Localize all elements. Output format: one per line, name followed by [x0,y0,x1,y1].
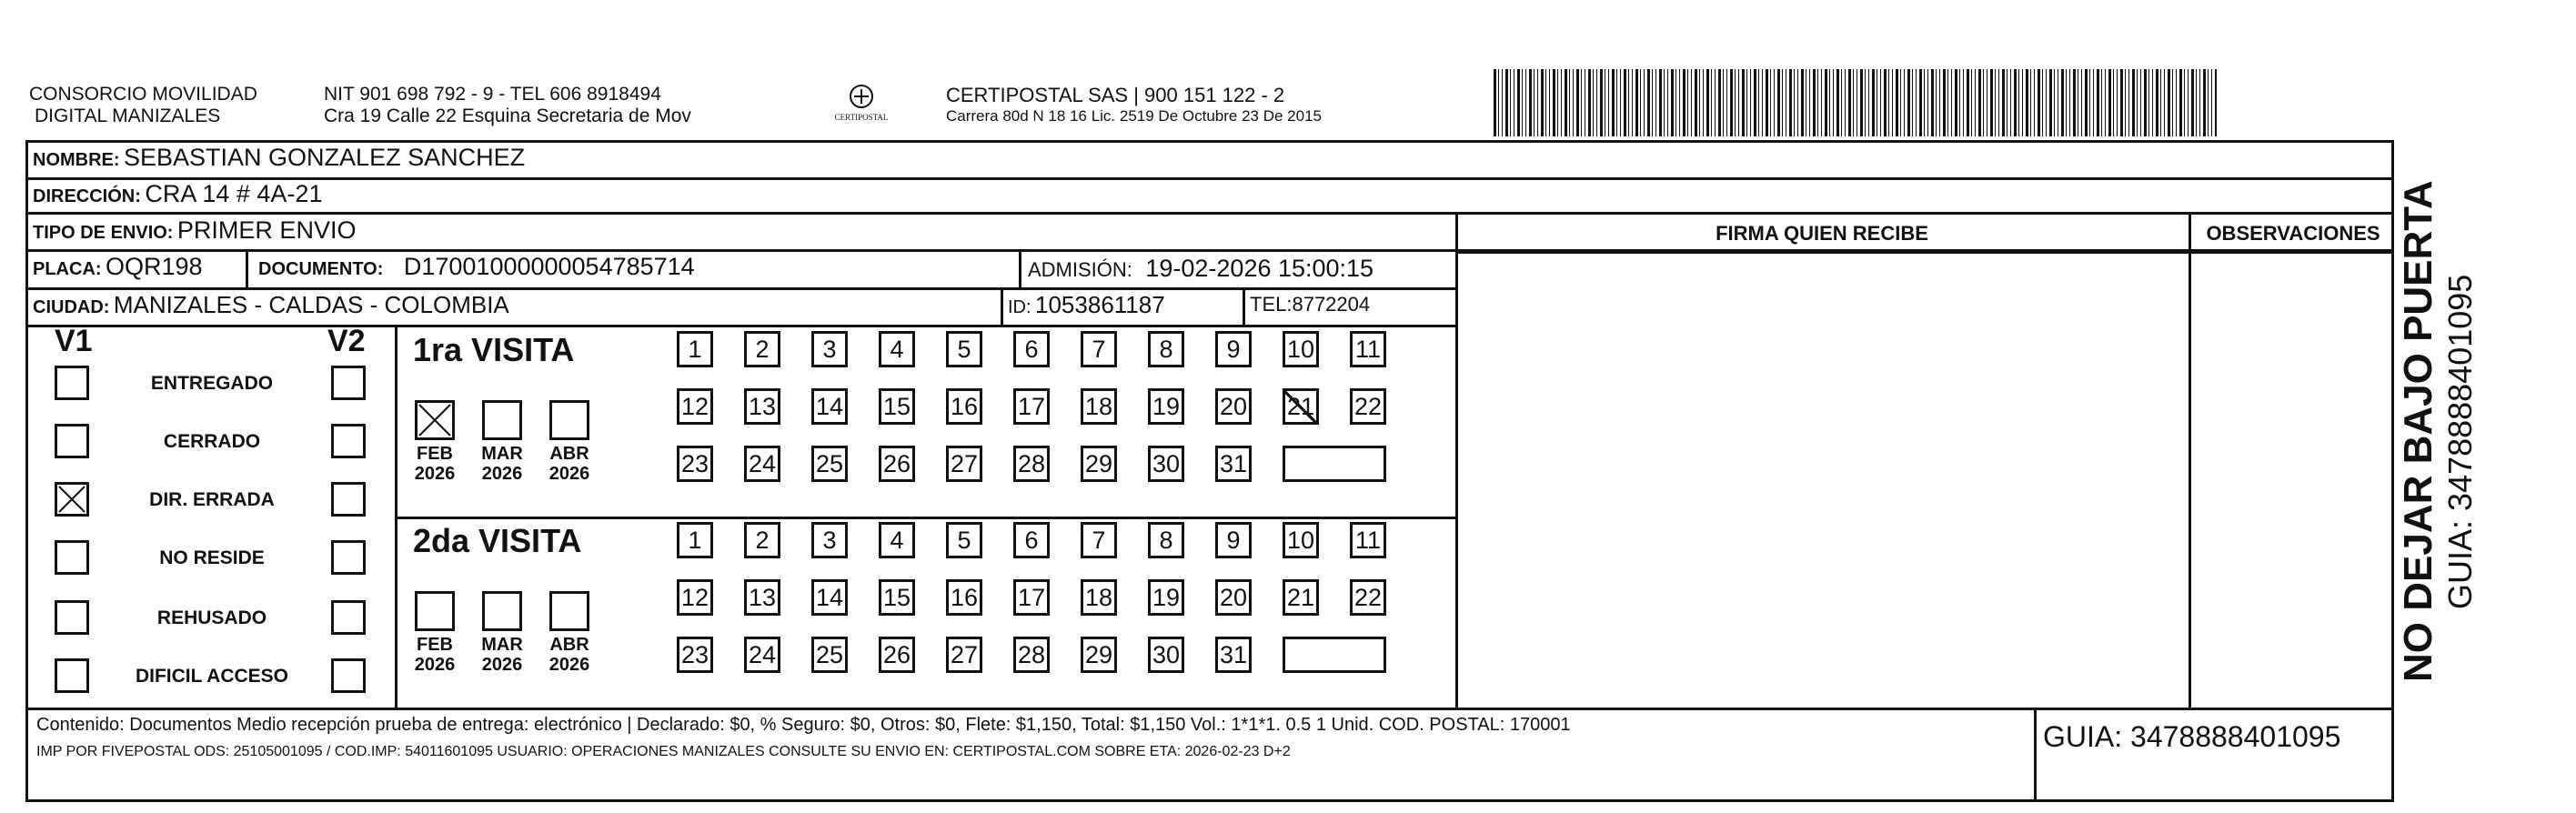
col-divider [2034,708,2037,802]
day-box[interactable]: 1 [677,331,713,367]
day-box[interactable]: 27 [946,637,982,673]
day-box[interactable]: 8 [1148,331,1184,367]
day-box[interactable]: 23 [677,446,713,482]
month-name: ABR [549,444,589,464]
id-row [1008,291,1165,319]
first-visit-title: 1ra VISITA [413,331,575,368]
day-box[interactable]: 28 [1013,637,1050,673]
placa-label: PLACA: [33,259,102,279]
row-divider [1455,251,2394,254]
month-label [542,635,597,675]
documento-value: D17001000000054785714 [403,253,695,280]
col-divider [246,249,248,288]
day-box[interactable]: 4 [879,331,915,367]
day-box[interactable]: 26 [879,637,915,673]
day-box[interactable]: 13 [744,388,780,425]
month-label [542,444,597,484]
guia-box: GUIA: 3478888401095 [2043,720,2341,753]
imp-line: IMP POR FIVEPOSTAL ODS: 25105001095 / COD.IMP: 54011601095 USUARIO: OPERACIONES MANIZALES CONSULTE SU ENVIO EN: CERTIPOSTAL.COM SOBRE ETA: 2026-02-23 D+2 [36,744,1291,759]
nombre-label: NOMBRE: [33,150,120,170]
day-box[interactable]: 18 [1081,388,1117,425]
barcode [1494,69,2217,136]
logo-text: CERTIPOSTAL [834,113,889,122]
day-box[interactable]: 15 [879,579,915,616]
documento-row [258,253,695,281]
day-box[interactable]: 29 [1081,446,1117,482]
col-divider [1001,287,1003,325]
observaciones-label: OBSERVACIONES [2206,222,2380,245]
month-name: MAR [481,444,523,464]
ciudad-row [33,291,509,319]
placa-row [33,253,203,281]
day-box[interactable]: 27 [946,446,982,482]
day-box[interactable]: 19 [1148,388,1184,425]
day-box[interactable]: 22 [1350,579,1386,616]
ciudad-value: MANIZALES - CALDAS - COLOMBIA [113,291,509,318]
day-box[interactable]: 29 [1081,637,1117,673]
status-label: NO RESIDE [159,547,265,568]
day-box[interactable]: 14 [811,579,848,616]
admision-label: ADMISIÓN: [1028,258,1132,281]
day-box[interactable]: 17 [1013,579,1050,616]
status-label: REHUSADO [156,607,267,628]
certipostal-logo [830,78,893,133]
day-box[interactable]: 21 [1283,388,1319,425]
v1-checkbox[interactable] [55,482,89,517]
day-box[interactable]: 30 [1148,446,1184,482]
day-box[interactable]: 11 [1350,331,1386,367]
day-box[interactable]: 4 [879,522,915,558]
tel-row [1250,293,1370,316]
month-year: 2026 [414,655,456,675]
company-line-1: CONSORCIO MOVILIDAD [29,84,257,105]
day-box[interactable]: 25 [811,637,848,673]
tel-label: TEL: [1250,293,1293,316]
address-line: Cra 19 Calle 22 Esquina Secretaria de Mov [324,105,691,126]
day-box[interactable]: 13 [744,579,780,616]
side-title: NO DEJAR BAJO PUERTA [2396,180,2440,682]
day-box[interactable]: 2 [744,522,780,558]
tel-value: 8772204 [1292,293,1371,316]
day-box[interactable]: 3 [811,331,848,367]
day-box[interactable]: 16 [946,579,982,616]
day-box[interactable]: 5 [946,522,982,558]
day-box[interactable]: 20 [1215,579,1252,616]
day-box[interactable]: 26 [879,446,915,482]
ciudad-label: CIUDAD: [33,297,110,317]
nombre-row [33,144,525,172]
company-line-2: DIGITAL MANIZALES [35,105,221,126]
day-box[interactable]: 28 [1013,446,1050,482]
v1-checkbox[interactable] [55,600,89,635]
day-box[interactable]: 20 [1215,388,1252,425]
col-divider [1019,249,1021,288]
footer-divider [25,708,2394,710]
v2-checkbox[interactable] [331,540,366,575]
day-box[interactable]: 9 [1215,522,1252,558]
carrier-line-2: Carrera 80d N 18 16 Lic. 2519 De Octubre 23 De 2015 [946,107,1322,125]
month-year: 2026 [481,655,523,675]
direccion-value: CRA 14 # 4A-21 [145,180,323,207]
day-box[interactable]: 3 [811,522,848,558]
direccion-row [33,180,322,208]
day-box[interactable]: 10 [1283,331,1319,367]
v1-checkbox[interactable] [55,424,89,458]
carrier-line-1: CERTIPOSTAL SAS | 900 151 122 - 2 [946,84,1285,106]
month-year: 2026 [548,464,590,484]
status-label: ENTREGADO [150,373,274,394]
day-box[interactable]: 23 [677,637,713,673]
month-year: 2026 [414,464,456,484]
placa-value: OQR198 [106,253,203,280]
month-name: FEB [417,444,453,464]
second-visit-title: 2da VISITA [413,522,582,559]
nombre-value: SEBASTIAN GONZALEZ SANCHEZ [124,144,526,171]
month-name: MAR [481,635,523,655]
day-box[interactable]: 7 [1081,331,1117,367]
id-label: ID: [1008,297,1031,317]
month-checkbox[interactable] [415,400,455,440]
status-label: DIFICIL ACCESO [135,666,288,687]
day-box[interactable]: 9 [1215,331,1252,367]
row-divider [25,212,2394,215]
day-box[interactable]: 31 [1215,637,1252,673]
col-divider [1455,212,1458,708]
extra-box[interactable] [1283,446,1386,482]
day-box[interactable]: 6 [1013,331,1050,367]
company-name [29,84,257,127]
day-box[interactable]: 25 [811,446,848,482]
month-name: ABR [549,635,589,655]
v2-checkbox[interactable] [331,658,366,693]
company-info [324,84,691,127]
col-divider [1243,287,1245,325]
month-label [408,444,462,484]
row-divider [25,325,1457,327]
content-line: Contenido: Documentos Medio recepción prueba de entrega: electrónico | Declarado: $0, % Seguro: $0, Otros: $0, Flete: $1,150, Total: $1,150 Vol.: 1*1*1. 0.5 1 Unid. COD. POSTAL: 170001 [36,715,1571,735]
v2-checkbox[interactable] [331,366,366,400]
v1-checkbox[interactable] [55,658,89,693]
carrier-info [946,84,1322,125]
visit-divider [395,517,1455,519]
month-checkbox[interactable] [415,591,455,631]
tipo-envio-row [33,216,356,245]
extra-box[interactable] [1283,637,1386,673]
id-value: 1053861187 [1035,291,1165,318]
month-label [475,444,529,484]
month-year: 2026 [548,655,590,675]
v2-label: V2 [327,324,366,358]
day-box[interactable]: 12 [677,579,713,616]
v1-label: V1 [55,324,93,358]
tipo-label: TIPO DE ENVIO: [33,223,174,243]
day-box[interactable]: 5 [946,331,982,367]
day-box[interactable]: 17 [1013,388,1050,425]
day-box[interactable]: 2 [744,331,780,367]
status-label: CERRADO [163,431,261,452]
admision-value: 19-02-2026 15:00:15 [1145,255,1374,282]
day-box[interactable]: 31 [1215,446,1252,482]
day-box[interactable]: 11 [1350,522,1386,558]
day-box[interactable]: 8 [1148,522,1184,558]
v1-checkbox[interactable] [55,540,89,575]
firma-label: FIRMA QUIEN RECIBE [1716,222,1928,245]
month-year: 2026 [481,464,523,484]
month-checkbox[interactable] [482,400,522,440]
day-box[interactable]: 21 [1283,579,1319,616]
day-box[interactable]: 16 [946,388,982,425]
day-box[interactable]: 7 [1081,522,1117,558]
v1-checkbox[interactable] [55,366,89,400]
day-box[interactable]: 10 [1283,522,1319,558]
day-box[interactable]: 6 [1013,522,1050,558]
day-box[interactable]: 30 [1148,637,1184,673]
month-label [408,635,462,675]
v2-checkbox[interactable] [331,482,366,517]
day-box[interactable]: 15 [879,388,915,425]
month-checkbox[interactable] [549,400,589,440]
month-checkbox[interactable] [482,591,522,631]
status-label: DIR. ERRADA [149,489,275,510]
direccion-label: DIRECCIÓN: [33,186,141,206]
day-box[interactable]: 24 [744,446,780,482]
day-box[interactable]: 12 [677,388,713,425]
v2-checkbox[interactable] [331,424,366,458]
row-divider [25,177,2394,180]
tipo-value: PRIMER ENVIO [176,216,357,244]
side-guia: GUIA: 3478888401095 [2441,274,2479,609]
day-box[interactable]: 19 [1148,579,1184,616]
day-box[interactable]: 18 [1081,579,1117,616]
day-box[interactable]: 24 [744,637,780,673]
month-checkbox[interactable] [549,591,589,631]
documento-label: DOCUMENTO: [258,259,384,279]
day-box[interactable]: 1 [677,522,713,558]
v2-checkbox[interactable] [331,600,366,635]
day-box[interactable]: 22 [1350,388,1386,425]
admision-row [1028,255,1374,283]
month-label [475,635,529,675]
nit-line: NIT 901 698 792 - 9 - TEL 606 8918494 [324,84,661,105]
col-divider [2189,212,2191,708]
month-name: FEB [417,635,453,655]
day-box[interactable]: 14 [811,388,848,425]
